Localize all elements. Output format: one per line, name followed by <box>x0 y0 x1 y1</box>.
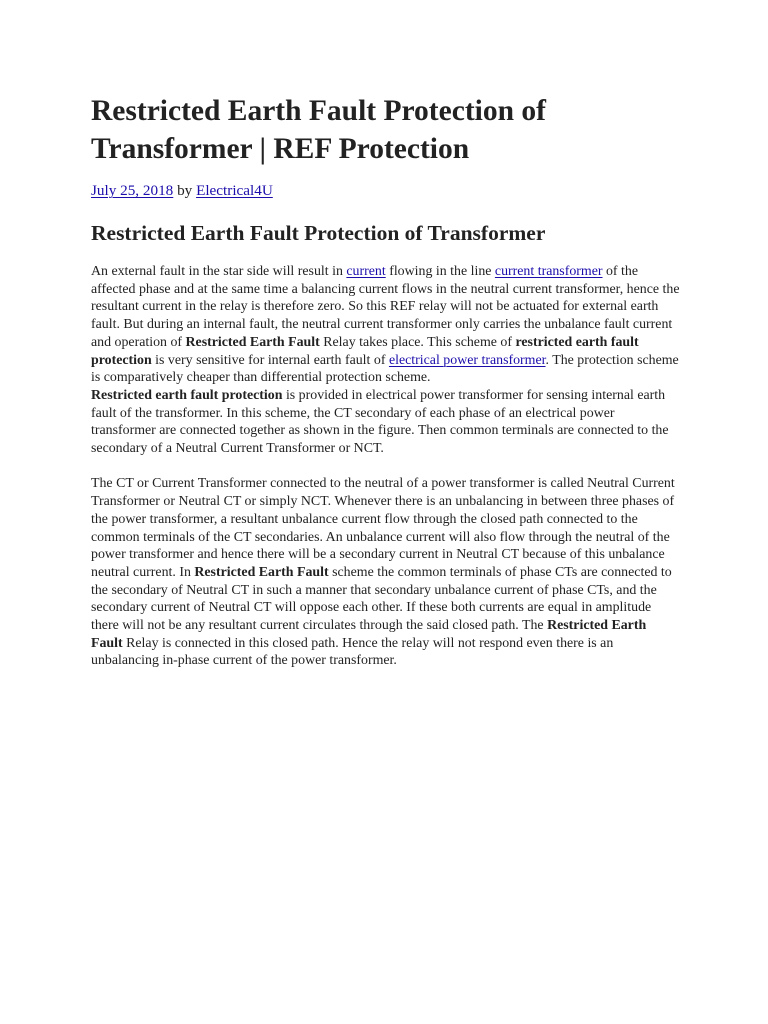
paragraph-3-bold-2: Restricted Earth Fault <box>91 618 647 651</box>
paragraph-3-text-2: scheme the common terminals of phase CTs are connected to the secondary of Neutral CT in such a manner that secondary unbalance current of phase CTs, and the secondary current of Neutral CT will oppose each other. If these both currents are equal in amplitude there will not be any resultant current circulates through the said closed path. The <box>91 564 672 634</box>
paragraph-1-text-3: of the affected phase and at the same time a balancing current flows in the neutral current transformer, hence the resultant current in the relay is therefore zero. So this REF relay will not be actuated for external earth fault. But during an internal fault, the neutral current transformer only carries the unbalance fault current and operation of <box>91 264 680 350</box>
article-title: Restricted Earth Fault Protection of Transformer | REF Protection <box>91 95 546 165</box>
paragraph-1-text-1: An external fault in the star side will result in <box>91 264 347 279</box>
paragraph-2-bold-1: Restricted earth fault protection <box>91 387 283 403</box>
paragraph-1-text-4: Relay takes place. This scheme of <box>319 334 516 350</box>
electrical-power-transformer-link[interactable]: electrical power transformer <box>388 352 546 368</box>
paragraph-1 <box>91 263 681 387</box>
paragraph-3-text-1: The CT or Current Transformer connected to the neutral of a power transformer is called Neutral Current Transformer or Neutral CT or simply NCT. Whenever there is an unbalancing in between three phases of the power transformer, a resultant unbalance current flow through the closed path connected to the common terminals of the CT secondaries. An unbalance current will also flow through the neutral of the power transformer and hence there will be a secondary current in Neutral CT because of this unbalance neutral current. In <box>91 476 675 580</box>
paragraph-3 <box>91 475 681 670</box>
paragraph-1-bold-1: Restricted Earth Fault <box>185 334 320 350</box>
author-link[interactable]: Electrical4U <box>196 182 273 199</box>
paragraph-2-text-1: is provided in electrical power transformer for sensing internal earth fault of the transformer. In this scheme, the CT secondary of each phase of an electrical power transformer are connected together as shown in the figure. Then common terminals are connected to the secondary of a Neutral Current Transformer or NCT. <box>91 387 669 457</box>
paragraph-2 <box>91 387 681 458</box>
current-transformer-link[interactable]: current transformer <box>494 264 603 279</box>
paragraph-1-text-5: is very sensitive for internal earth fault of <box>151 352 389 368</box>
section-heading: Restricted Earth Fault Protection of Transformer <box>91 221 546 245</box>
paragraph-3-bold-1: Restricted Earth Fault <box>194 564 329 580</box>
paragraph-3-text-3: Relay is connected in this closed path. Hence the relay will not respond even there is an unbalancing in-phase current of the power transformer. <box>91 635 614 669</box>
current-link[interactable]: current <box>346 264 386 279</box>
paragraph-1-text-6: . The protection scheme is comparatively cheaper than differential protection scheme. <box>91 352 679 386</box>
date-link[interactable]: July 25, 2018 <box>91 182 174 199</box>
byline-separator: by <box>173 182 197 199</box>
article-body <box>91 263 681 670</box>
paragraph-1-bold-2: restricted earth fault protection <box>91 334 639 368</box>
article-meta <box>91 181 273 201</box>
paragraph-1-text-2: flowing in the line <box>385 264 495 279</box>
